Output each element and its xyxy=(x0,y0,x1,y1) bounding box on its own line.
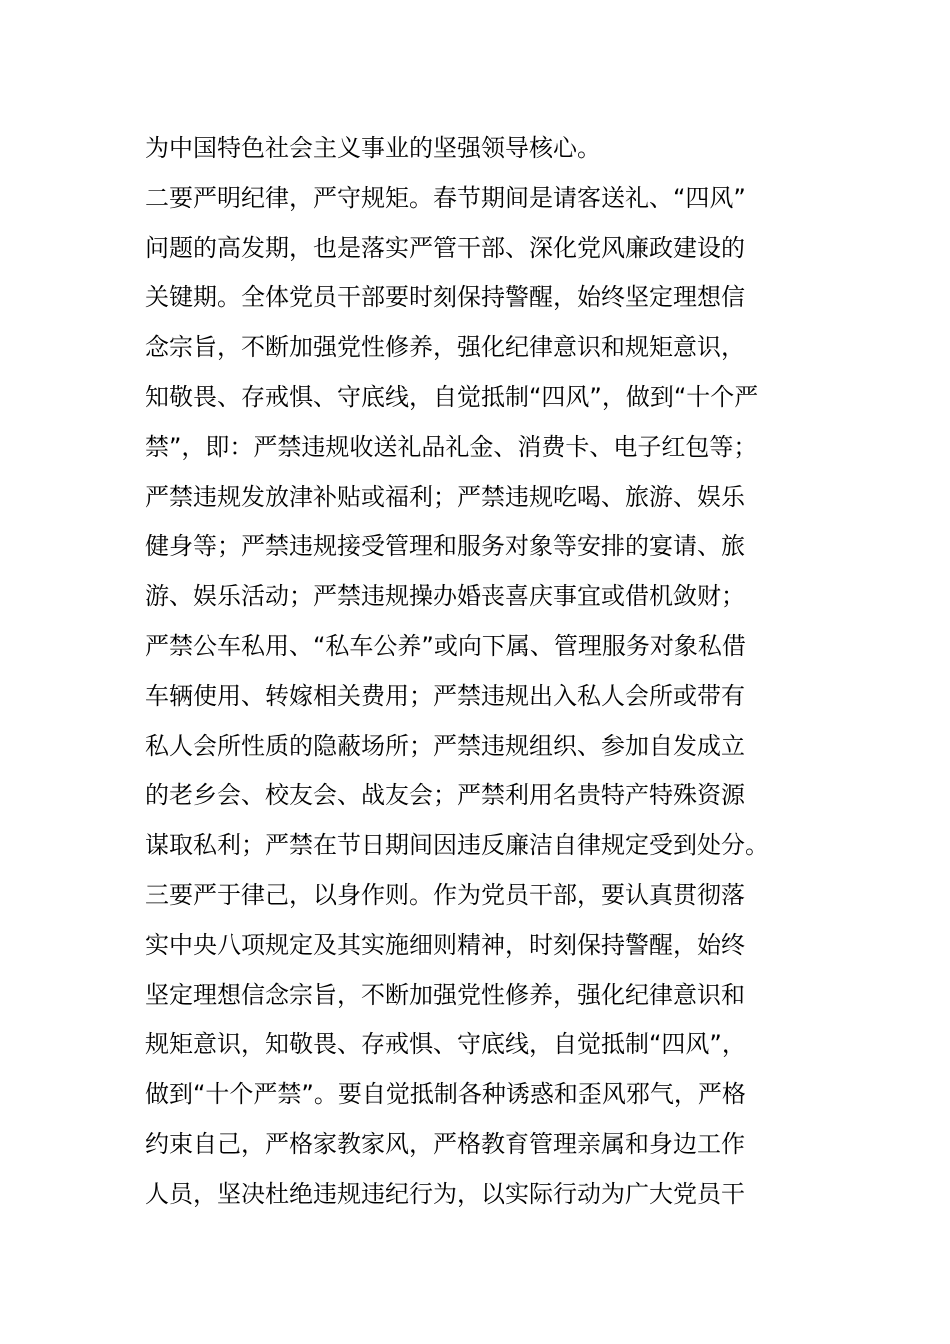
text-line: 实中央八项规定及其实施细则精神，时刻保持警醒，始终 xyxy=(145,930,745,959)
text-line: 的老乡会、校友会、战友会；严禁利用名贵特产特殊资源 xyxy=(145,781,745,810)
text-line: 坚定理想信念宗旨，不断加强党性修养，强化纪律意识和 xyxy=(145,980,745,1009)
text-line: 做到“十个严禁”。要自觉抵制各种诱惑和歪风邪气，严格 xyxy=(145,1080,746,1109)
text-line: 问题的高发期，也是落实严管干部、深化党风廉政建设的 xyxy=(145,233,745,262)
text-line: 为中国特色社会主义事业的坚强领导核心。 xyxy=(145,134,601,162)
text-line: 知敬畏、存戒惧、守底线，自觉抵制“四风”，做到“十个严 xyxy=(145,382,759,411)
text-line: 约束自己，严格家教家风，严格教育管理亲属和身边工作 xyxy=(145,1129,745,1158)
text-line: 严禁违规发放津补贴或福利；严禁违规吃喝、旅游、娱乐 xyxy=(145,482,745,511)
text-line: 规矩意识，知敬畏、存戒惧、守底线，自觉抵制“四风”， xyxy=(145,1030,746,1059)
text-line: 关键期。全体党员干部要时刻保持警醒，始终坚定理想信 xyxy=(145,283,745,312)
text-line: 禁”，即：严禁违规收送礼品礼金、消费卡、电子红包等； xyxy=(145,432,758,461)
text-line: 私人会所性质的隐蔽场所；严禁违规组织、参加自发成立 xyxy=(145,731,745,760)
text-line: 二要严明纪律，严守规矩。春节期间是请客送礼、“四风” xyxy=(145,183,746,212)
text-line: 念宗旨，不断加强党性修养，强化纪律意识和规矩意识， xyxy=(145,333,745,362)
text-line: 三要严于律己，以身作则。作为党员干部，要认真贯彻落 xyxy=(145,880,745,909)
text-line: 严禁公车私用、“私车公养”或向下属、管理服务对象私借 xyxy=(145,631,746,660)
text-line: 游、娱乐活动；严禁违规操办婚丧喜庆事宜或借机敛财； xyxy=(145,582,745,611)
text-line: 车辆使用、转嫁相关费用；严禁违规出入私人会所或带有 xyxy=(145,681,745,710)
body-text xyxy=(145,124,825,1220)
text-line: 健身等；严禁违规接受管理和服务对象等安排的宴请、旅 xyxy=(145,532,745,561)
text-line: 谋取私利；严禁在节日期间因违反廉洁自律规定受到处分。 xyxy=(145,831,769,860)
text-line: 人员，坚决杜绝违规违纪行为，以实际行动为广大党员干 xyxy=(145,1179,745,1208)
